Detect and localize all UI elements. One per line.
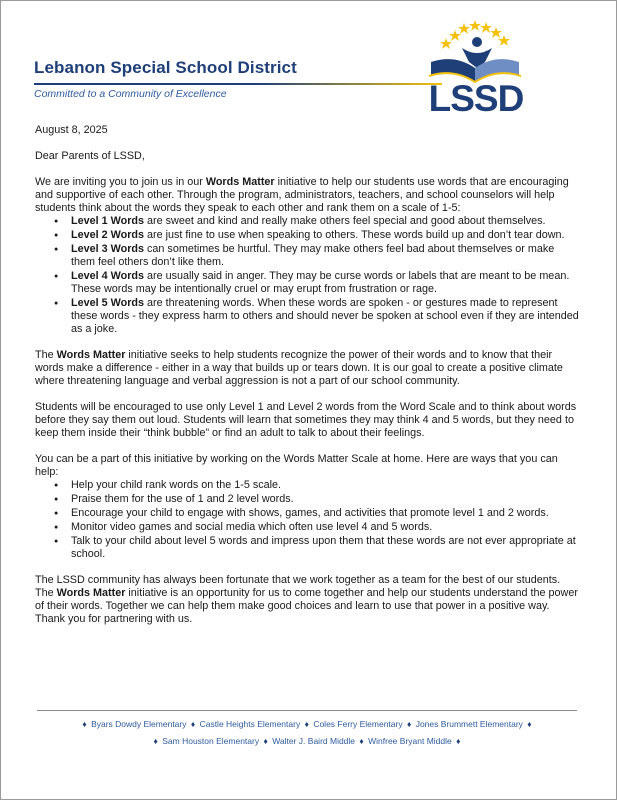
list-item: ● Praise them for the use of 1 and 2 level words.: [71, 493, 581, 506]
list-item: ● Level 5 Words are threatening words. When these words are spoken - or gestures made to represent these words - they express harm to others and should never be spoken at school even if they are intended as a joke.: [71, 297, 581, 336]
diamond-icon: ♦: [82, 719, 87, 729]
diamond-icon: ♦: [527, 719, 532, 729]
students-paragraph: Students will be encouraged to use only Level 1 and Level 2 words from the Word Scale and to think about words before they say them out loud. Students will learn that sometimes they may think 4 and 5 words, but they need to keep them inside their “think bubble” or find an adult to talk to about their feelings.: [35, 401, 577, 439]
diamond-icon: ♦: [153, 736, 158, 746]
list-item: ● Level 1 Words are sweet and kind and really make others feel special and good about themselves.: [71, 215, 581, 228]
school-name: Walter J. Baird Middle: [272, 736, 356, 746]
school-name: Winfree Bryant Middle: [368, 736, 452, 746]
list-item: ● Help your child rank words on the 1-5 scale.: [71, 479, 581, 492]
salutation: Dear Parents of LSSD,: [35, 150, 145, 162]
footer-line-2: [37, 733, 577, 750]
list-item: ● Level 4 Words are usually said in anger. They may be curse words or labels that are meant to be mean. These words may be intentionally cruel or may erupt from frustration or rage.: [71, 270, 581, 296]
letter-date: August 8, 2025: [35, 124, 108, 136]
footer-divider: [37, 710, 577, 711]
list-item: ● Monitor video games and social media which often use level 4 and 5 words.: [71, 521, 581, 534]
intro-paragraph: We are inviting you to join us in our Words Matter initiative to help our students use words that are encouraging and supportive of each other. Through the program, administrators, teachers, and school counselors will help students think about the words they speak to each other and rank them on a scale of 1-5:: [35, 176, 569, 214]
tagline: Committed to a Community of Excellence: [34, 88, 227, 100]
diamond-icon: ♦: [304, 719, 309, 729]
diamond-icon: ♦: [359, 736, 364, 746]
help-list: [35, 479, 581, 561]
closing-paragraph: The LSSD community has always been fortunate that we work together as a team for the best of our students. The Words Matter initiative is an opportunity for us to come together and help our students understand the power of their words. Together we can help them make good choices and learn to use that power in a positive way. Thank you for partnering with us.: [35, 574, 578, 625]
logo-wordmark: LSSD: [428, 78, 524, 119]
school-name: Castle Heights Elementary: [199, 719, 301, 729]
list-item: ● Level 3 Words can sometimes be hurtful. They may make others feel bad about themselves or make them feel others don’t like them.: [71, 243, 581, 269]
school-name: Jones Brummett Elementary: [415, 719, 523, 729]
diamond-icon: ♦: [406, 719, 412, 729]
list-item: ● Level 2 Words are just fine to use when speaking to others. These words build up and don’t tear down.: [71, 229, 581, 242]
diamond-icon: ♦: [263, 736, 268, 746]
levels-list: [35, 215, 581, 336]
district-name: Lebanon Special School District: [34, 58, 297, 77]
initiative-paragraph: The Words Matter initiative seeks to help students recognize the power of their words and to know that their words make a difference - either in a way that builds up or tears down. It is our goal to create a positive climate where threatening language and verbal aggression is not a part of our school community.: [35, 349, 563, 387]
letter-body: [35, 124, 581, 639]
footer-line-1: [37, 716, 577, 733]
school-name: Byars Dowdy Elementary: [91, 719, 187, 729]
header-divider: [34, 83, 442, 85]
diamond-icon: ♦: [456, 736, 461, 746]
school-name: Sam Houston Elementary: [162, 736, 260, 746]
home-help-paragraph: You can be a part of this initiative by working on the Words Matter Scale at home. Here are ways that you can help:: [35, 453, 558, 478]
schools-footer: [37, 716, 577, 750]
school-name: Coles Ferry Elementary: [313, 719, 403, 729]
diamond-icon: ♦: [190, 719, 196, 729]
list-item: ● Talk to your child about level 5 words and impress upon them that these words are not ever appropriate at school.: [71, 535, 581, 561]
list-item: ● Encourage your child to engage with shows, games, and activities that promote level 1 and 2 words.: [71, 507, 581, 520]
